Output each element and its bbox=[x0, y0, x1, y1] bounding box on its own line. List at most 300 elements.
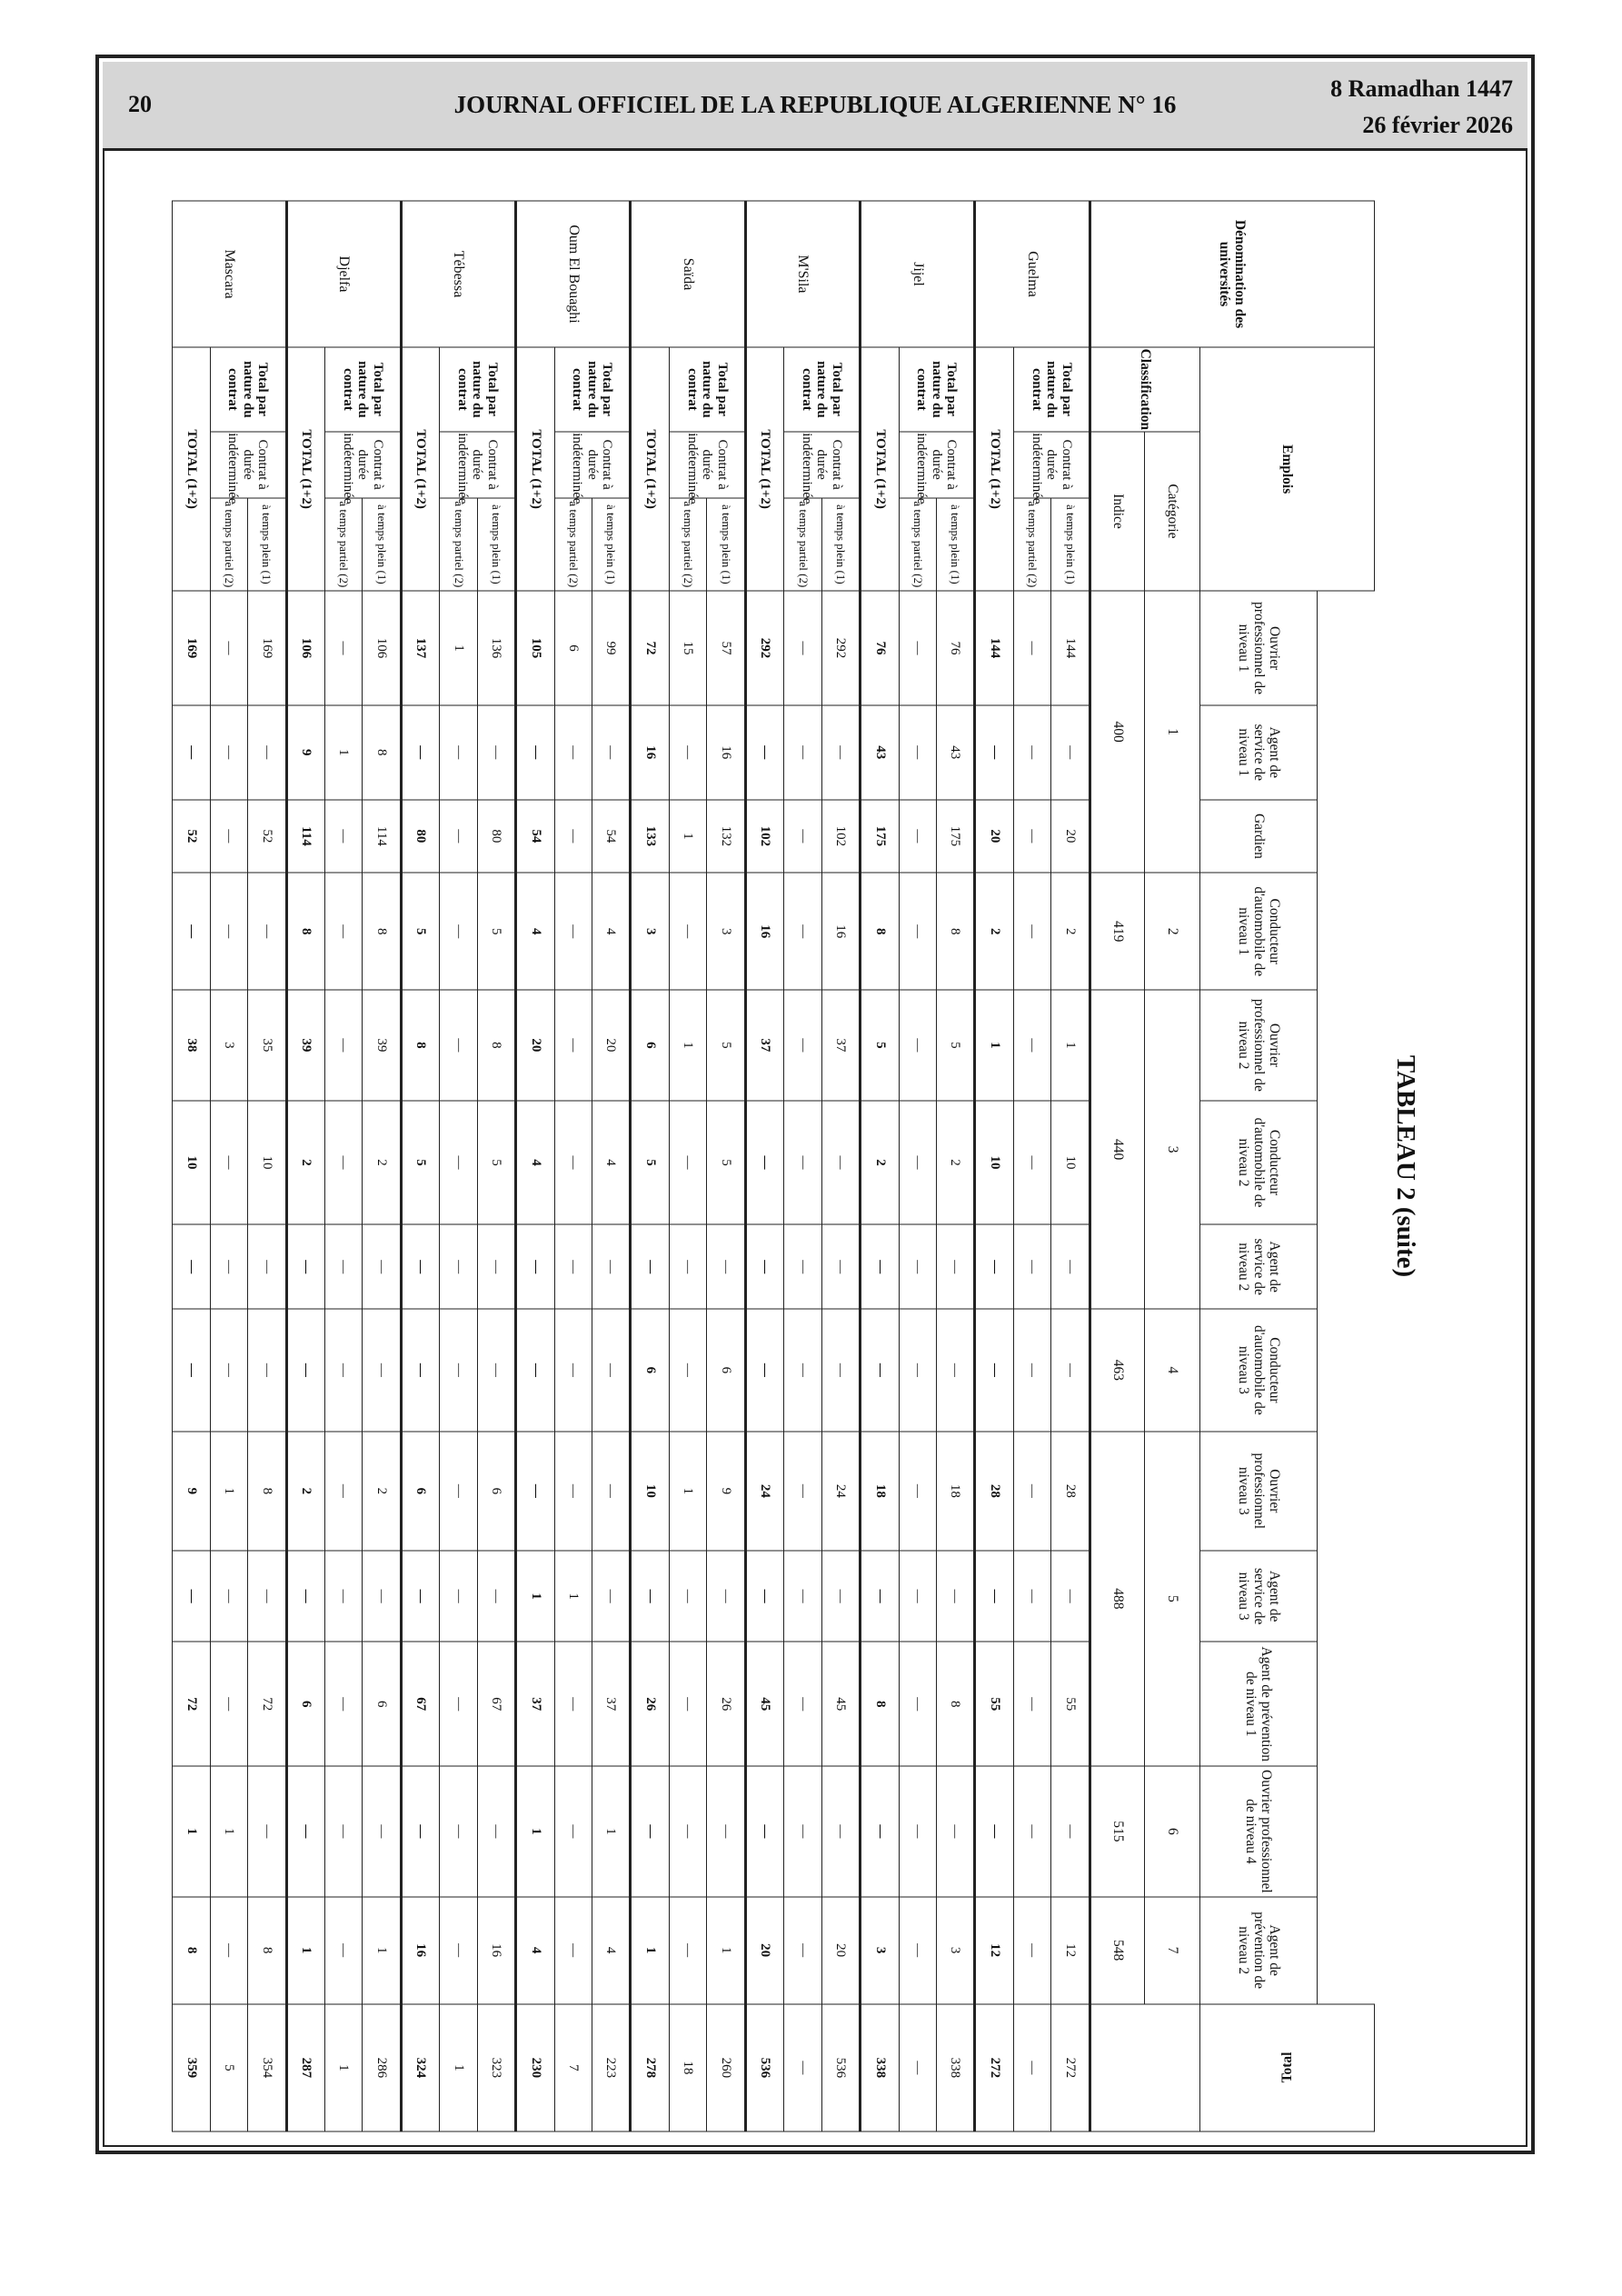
total-value-cell: 2 bbox=[286, 1101, 324, 1225]
total-value-cell: 338 bbox=[861, 2004, 899, 2131]
value-cell: 2 bbox=[363, 1101, 401, 1225]
temps-plein-label: à temps plein (1) bbox=[821, 498, 860, 592]
value-cell: — bbox=[440, 1642, 477, 1766]
value-cell: — bbox=[899, 1766, 936, 1896]
value-cell: — bbox=[784, 705, 821, 800]
value-cell: — bbox=[899, 1897, 936, 2004]
value-cell: — bbox=[669, 1897, 706, 2004]
category-cell: 3 bbox=[1145, 990, 1200, 1309]
value-cell: — bbox=[1013, 1309, 1050, 1432]
total-value-cell: — bbox=[516, 1224, 554, 1309]
value-cell: 4 bbox=[592, 873, 631, 990]
value-cell: — bbox=[440, 1897, 477, 2004]
total-value-cell: 536 bbox=[745, 2004, 783, 2131]
temps-plein-label: à temps plein (1) bbox=[592, 498, 631, 592]
total-value-cell: — bbox=[516, 1309, 554, 1432]
table-row bbox=[401, 201, 439, 2131]
table-row bbox=[631, 201, 669, 2131]
value-cell: — bbox=[324, 1642, 362, 1766]
total-value-cell: 72 bbox=[173, 1642, 211, 1766]
value-cell: 1 bbox=[440, 2004, 477, 2131]
value-cell: 260 bbox=[707, 2004, 745, 2131]
job-header: Gardien bbox=[1199, 800, 1317, 873]
value-cell: — bbox=[554, 705, 592, 800]
value-cell: — bbox=[1051, 1309, 1090, 1432]
table-row bbox=[592, 201, 631, 2131]
temps-plein-label: à temps plein (1) bbox=[477, 498, 515, 592]
total-value-cell: 80 bbox=[401, 800, 439, 873]
value-cell: 5 bbox=[936, 990, 974, 1100]
value-cell: 54 bbox=[592, 800, 631, 873]
total-value-cell: 38 bbox=[173, 990, 211, 1100]
value-cell: — bbox=[1013, 1642, 1050, 1766]
value-cell: — bbox=[210, 1101, 247, 1225]
total-value-cell: — bbox=[401, 1224, 439, 1309]
total-value-cell: — bbox=[861, 1309, 899, 1432]
total-value-cell: 1 bbox=[173, 1766, 211, 1896]
value-cell: — bbox=[784, 1897, 821, 2004]
total-1-2-label: TOTAL (1+2) bbox=[975, 347, 1013, 591]
total-value-cell: 102 bbox=[745, 800, 783, 873]
total-value-cell: — bbox=[745, 1766, 783, 1896]
table-row bbox=[477, 201, 515, 2131]
value-cell: 16 bbox=[707, 705, 745, 800]
value-cell: 5 bbox=[210, 2004, 247, 2131]
total-value-cell: 67 bbox=[401, 1642, 439, 1766]
temps-partiel-label: à temps partiel (2) bbox=[669, 498, 706, 592]
value-cell: — bbox=[440, 1309, 477, 1432]
value-cell: — bbox=[1013, 1551, 1050, 1642]
total-1-2-label: TOTAL (1+2) bbox=[745, 347, 783, 591]
total-value-cell: 24 bbox=[745, 1432, 783, 1551]
value-cell: — bbox=[210, 591, 247, 705]
value-cell: 9 bbox=[707, 1432, 745, 1551]
value-cell: 80 bbox=[477, 800, 515, 873]
total-value-cell: 28 bbox=[975, 1432, 1013, 1551]
temps-plein-label: à temps plein (1) bbox=[936, 498, 974, 592]
value-cell: — bbox=[1013, 1766, 1050, 1896]
table-row bbox=[363, 201, 401, 2131]
value-cell: — bbox=[210, 705, 247, 800]
value-cell: 3 bbox=[210, 990, 247, 1100]
value-cell: 1 bbox=[1051, 990, 1090, 1100]
total-value-cell: 18 bbox=[861, 1432, 899, 1551]
total-1-2-label: TOTAL (1+2) bbox=[286, 347, 324, 591]
value-cell: 1 bbox=[440, 591, 477, 705]
value-cell: 18 bbox=[669, 2004, 706, 2131]
value-cell: 8 bbox=[936, 873, 974, 990]
value-cell: — bbox=[554, 1432, 592, 1551]
total-value-cell: 144 bbox=[975, 591, 1013, 705]
value-cell: — bbox=[592, 1432, 631, 1551]
total-value-cell: — bbox=[516, 705, 554, 800]
value-cell: 24 bbox=[821, 1432, 860, 1551]
total-value-cell: 45 bbox=[745, 1642, 783, 1766]
total-value-cell: — bbox=[745, 1551, 783, 1642]
job-header: Agent de service de niveau 1 bbox=[1199, 705, 1317, 800]
category-cell: 6 bbox=[1145, 1766, 1200, 1896]
temps-partiel-label: à temps partiel (2) bbox=[210, 498, 247, 592]
university-header: Dénomination des universités bbox=[1090, 201, 1374, 347]
category-cell: 4 bbox=[1145, 1309, 1200, 1432]
total-1-2-label: TOTAL (1+2) bbox=[516, 347, 554, 591]
value-cell: 6 bbox=[477, 1432, 515, 1551]
total-value-cell: — bbox=[975, 1309, 1013, 1432]
value-cell: — bbox=[477, 1309, 515, 1432]
value-cell: — bbox=[1051, 1224, 1090, 1309]
total-value-cell: 105 bbox=[516, 591, 554, 705]
value-cell: 6 bbox=[363, 1642, 401, 1766]
value-cell: — bbox=[821, 1766, 860, 1896]
total-par-nature-label: Total par nature du contrat bbox=[554, 347, 631, 432]
value-cell: 28 bbox=[1051, 1432, 1090, 1551]
value-cell: — bbox=[1013, 800, 1050, 873]
contrat-label: Contrat à durée indéterminée bbox=[210, 432, 286, 498]
value-cell: 5 bbox=[477, 1101, 515, 1225]
value-cell: 8 bbox=[477, 990, 515, 1100]
value-cell: 15 bbox=[669, 591, 706, 705]
total-value-cell: 9 bbox=[286, 705, 324, 800]
total-value-cell: 6 bbox=[631, 990, 669, 1100]
value-cell: — bbox=[1013, 1432, 1050, 1551]
total-value-cell: — bbox=[631, 1224, 669, 1309]
value-cell: 132 bbox=[707, 800, 745, 873]
value-cell: — bbox=[210, 800, 247, 873]
total-value-cell: 4 bbox=[516, 1897, 554, 2004]
value-cell: 39 bbox=[363, 990, 401, 1100]
total-par-nature-label: Total par nature du contrat bbox=[210, 347, 286, 432]
category-cell: 2 bbox=[1145, 873, 1200, 990]
total-value-cell: 10 bbox=[173, 1101, 211, 1225]
total-value-cell: 2 bbox=[975, 873, 1013, 990]
university-name: Djelfa bbox=[286, 201, 401, 347]
value-cell: — bbox=[899, 1642, 936, 1766]
value-cell: 99 bbox=[592, 591, 631, 705]
total-value-cell: — bbox=[631, 1766, 669, 1896]
value-cell: 114 bbox=[363, 800, 401, 873]
value-cell: — bbox=[899, 2004, 936, 2131]
category-cell: 1 bbox=[1145, 591, 1200, 873]
value-cell: — bbox=[554, 873, 592, 990]
value-cell: 169 bbox=[248, 591, 286, 705]
value-cell: — bbox=[899, 1101, 936, 1225]
value-cell: 52 bbox=[248, 800, 286, 873]
date-gregorian: 26 février 2026 bbox=[1362, 112, 1513, 138]
total-value-cell: 4 bbox=[516, 1101, 554, 1225]
value-cell: — bbox=[821, 1551, 860, 1642]
value-cell: — bbox=[554, 1224, 592, 1309]
value-cell: 4 bbox=[592, 1101, 631, 1225]
total-value-cell: 1 bbox=[516, 1551, 554, 1642]
total-value-cell: — bbox=[975, 1766, 1013, 1896]
value-cell: 2 bbox=[936, 1101, 974, 1225]
contrat-label: Contrat à durée indéterminée bbox=[669, 432, 745, 498]
category-cell: 5 bbox=[1145, 1432, 1200, 1766]
value-cell: — bbox=[784, 990, 821, 1100]
temps-plein-label: à temps plein (1) bbox=[248, 498, 286, 592]
total-value-cell: — bbox=[401, 1551, 439, 1642]
value-cell: — bbox=[210, 1897, 247, 2004]
total-value-cell: 12 bbox=[975, 1897, 1013, 2004]
total-value-cell: — bbox=[286, 1551, 324, 1642]
value-cell: 45 bbox=[821, 1642, 860, 1766]
value-cell: — bbox=[669, 1309, 706, 1432]
total-1-2-label: TOTAL (1+2) bbox=[631, 347, 669, 591]
value-cell: — bbox=[554, 1897, 592, 2004]
value-cell: — bbox=[210, 1551, 247, 1642]
value-cell: 1 bbox=[669, 990, 706, 1100]
total-value-cell: — bbox=[975, 1551, 1013, 1642]
value-cell: 8 bbox=[363, 873, 401, 990]
total-value-cell: — bbox=[173, 873, 211, 990]
total-value-cell: 16 bbox=[745, 873, 783, 990]
value-cell: — bbox=[324, 1551, 362, 1642]
indice-cell: 515 bbox=[1090, 1766, 1145, 1896]
total-value-cell: 55 bbox=[975, 1642, 1013, 1766]
contrat-label: Contrat à durée indéterminée bbox=[899, 432, 975, 498]
temps-plein-label: à temps plein (1) bbox=[707, 498, 745, 592]
staff-table bbox=[172, 201, 1375, 2132]
value-cell: — bbox=[1013, 1101, 1050, 1225]
total-value-cell: 292 bbox=[745, 591, 783, 705]
table-row bbox=[286, 201, 324, 2131]
value-cell: — bbox=[440, 800, 477, 873]
value-cell: — bbox=[324, 1224, 362, 1309]
total-value-cell: 5 bbox=[861, 990, 899, 1100]
value-cell: — bbox=[477, 1224, 515, 1309]
value-cell: — bbox=[669, 1642, 706, 1766]
total-value-cell: 1 bbox=[631, 1897, 669, 2004]
contrat-label: Contrat à durée indéterminée bbox=[440, 432, 516, 498]
value-cell: 1 bbox=[324, 2004, 362, 2131]
value-cell: — bbox=[1013, 705, 1050, 800]
total-value-cell: — bbox=[173, 1551, 211, 1642]
total-value-cell: — bbox=[861, 1766, 899, 1896]
total-value-cell: 1 bbox=[286, 1897, 324, 2004]
value-cell: 8 bbox=[248, 1897, 286, 2004]
value-cell: — bbox=[821, 1224, 860, 1309]
value-cell: — bbox=[669, 705, 706, 800]
value-cell: — bbox=[784, 1432, 821, 1551]
value-cell: — bbox=[936, 1309, 974, 1432]
total-value-cell: 26 bbox=[631, 1642, 669, 1766]
value-cell: 10 bbox=[248, 1101, 286, 1225]
value-cell: — bbox=[784, 2004, 821, 2131]
temps-partiel-label: à temps partiel (2) bbox=[899, 498, 936, 592]
university-name: Guelma bbox=[975, 201, 1090, 347]
value-cell: 55 bbox=[1051, 1642, 1090, 1766]
value-cell: — bbox=[899, 990, 936, 1100]
total-value-cell: 52 bbox=[173, 800, 211, 873]
indice-cell: 488 bbox=[1090, 1432, 1145, 1766]
temps-partiel-label: à temps partiel (2) bbox=[324, 498, 362, 592]
total-value-cell: — bbox=[745, 705, 783, 800]
value-cell: 8 bbox=[936, 1642, 974, 1766]
total-value-cell: 16 bbox=[401, 1897, 439, 2004]
value-cell: — bbox=[554, 1101, 592, 1225]
value-cell: 3 bbox=[936, 1897, 974, 2004]
page-number: 20 bbox=[128, 91, 152, 117]
contrat-label: Contrat à durée indéterminée bbox=[1013, 432, 1090, 498]
total-value-cell: 76 bbox=[861, 591, 899, 705]
contrat-label: Contrat à durée indéterminée bbox=[554, 432, 631, 498]
total-value-cell: 8 bbox=[401, 990, 439, 1100]
value-cell: 12 bbox=[1051, 1897, 1090, 2004]
value-cell: — bbox=[899, 1551, 936, 1642]
value-cell: — bbox=[554, 1642, 592, 1766]
total-value-cell: 278 bbox=[631, 2004, 669, 2131]
value-cell: — bbox=[324, 1101, 362, 1225]
total-value-cell: 272 bbox=[975, 2004, 1013, 2131]
table-title: TABLEAU 2 (suite) bbox=[1391, 1054, 1420, 1278]
value-cell: — bbox=[899, 1309, 936, 1432]
total-value-cell: — bbox=[286, 1766, 324, 1896]
value-cell: — bbox=[440, 1551, 477, 1642]
indice-cell: 440 bbox=[1090, 990, 1145, 1309]
indice-cell: 548 bbox=[1090, 1897, 1145, 2004]
value-cell: — bbox=[1013, 990, 1050, 1100]
journal-header bbox=[103, 62, 1527, 151]
total-value-cell: 5 bbox=[401, 1101, 439, 1225]
value-cell: — bbox=[554, 1766, 592, 1896]
value-cell: — bbox=[440, 1432, 477, 1551]
value-cell: — bbox=[899, 800, 936, 873]
value-cell: 35 bbox=[248, 990, 286, 1100]
value-cell: 37 bbox=[592, 1642, 631, 1766]
total-value-cell: — bbox=[861, 1224, 899, 1309]
value-cell: 286 bbox=[363, 2004, 401, 2131]
total-value-cell: 54 bbox=[516, 800, 554, 873]
value-cell: 43 bbox=[936, 705, 974, 800]
value-cell: 272 bbox=[1051, 2004, 1090, 2131]
value-cell: — bbox=[784, 1224, 821, 1309]
total-value-cell: 324 bbox=[401, 2004, 439, 2131]
value-cell: — bbox=[899, 591, 936, 705]
value-cell: 292 bbox=[821, 591, 860, 705]
total-value-cell: — bbox=[286, 1224, 324, 1309]
total-value-cell: 43 bbox=[861, 705, 899, 800]
table-row bbox=[248, 201, 286, 2131]
total-par-nature-label: Total par nature du contrat bbox=[440, 347, 516, 432]
category-cell: 7 bbox=[1145, 1897, 1200, 2004]
university-name: Saïda bbox=[631, 201, 745, 347]
value-cell: 6 bbox=[554, 591, 592, 705]
total-value-cell: — bbox=[173, 1309, 211, 1432]
total-value-cell: 6 bbox=[631, 1309, 669, 1432]
total-value-cell: 359 bbox=[173, 2004, 211, 2131]
table-row bbox=[936, 201, 974, 2131]
value-cell: — bbox=[440, 705, 477, 800]
value-cell: — bbox=[324, 873, 362, 990]
value-cell: — bbox=[248, 1309, 286, 1432]
value-cell: — bbox=[477, 1766, 515, 1896]
value-cell: — bbox=[324, 1897, 362, 2004]
total-value-cell: 3 bbox=[631, 873, 669, 990]
value-cell: 4 bbox=[592, 1897, 631, 2004]
total-value-cell: 169 bbox=[173, 591, 211, 705]
value-cell: — bbox=[899, 1224, 936, 1309]
total-value-cell: 39 bbox=[286, 990, 324, 1100]
total-value-cell: 133 bbox=[631, 800, 669, 873]
value-cell: — bbox=[936, 1224, 974, 1309]
total-value-cell: 5 bbox=[631, 1101, 669, 1225]
value-cell: 1 bbox=[707, 1897, 745, 2004]
total-value-cell: 230 bbox=[516, 2004, 554, 2131]
value-cell: — bbox=[440, 1224, 477, 1309]
university-name: Tébessa bbox=[401, 201, 515, 347]
value-cell: 354 bbox=[248, 2004, 286, 2131]
classification-header: Classification bbox=[1090, 347, 1199, 432]
total-value-cell: 106 bbox=[286, 591, 324, 705]
value-cell: 20 bbox=[592, 990, 631, 1100]
total-value-cell: 8 bbox=[286, 873, 324, 990]
university-name: Mascara bbox=[173, 201, 287, 347]
value-cell: — bbox=[592, 1309, 631, 1432]
total-par-nature-label: Total par nature du contrat bbox=[1013, 347, 1090, 432]
value-cell: 2 bbox=[1051, 873, 1090, 990]
total-value-cell: 287 bbox=[286, 2004, 324, 2131]
total-header-blank bbox=[1090, 2004, 1199, 2131]
total-value-cell: 37 bbox=[745, 990, 783, 1100]
job-header: Agent de service de niveau 3 bbox=[1199, 1551, 1317, 1642]
value-cell: 57 bbox=[707, 591, 745, 705]
job-header: Conducteur d'automobile de niveau 3 bbox=[1199, 1309, 1317, 1432]
value-cell: 136 bbox=[477, 591, 515, 705]
value-cell: 8 bbox=[363, 705, 401, 800]
value-cell: 20 bbox=[821, 1897, 860, 2004]
total-value-cell: — bbox=[975, 1224, 1013, 1309]
value-cell: — bbox=[324, 591, 362, 705]
temps-partiel-label: à temps partiel (2) bbox=[440, 498, 477, 592]
contrat-label: Contrat à durée indéterminée bbox=[324, 432, 401, 498]
value-cell: 10 bbox=[1051, 1101, 1090, 1225]
value-cell: — bbox=[1051, 1766, 1090, 1896]
value-cell: — bbox=[440, 990, 477, 1100]
total-value-cell: — bbox=[516, 1432, 554, 1551]
value-cell: 2 bbox=[363, 1432, 401, 1551]
date-hijri: 8 Ramadhan 1447 bbox=[1330, 75, 1513, 102]
total-value-cell: 8 bbox=[173, 1897, 211, 2004]
total-value-cell: — bbox=[173, 1224, 211, 1309]
value-cell: — bbox=[554, 1309, 592, 1432]
value-cell: 338 bbox=[936, 2004, 974, 2131]
value-cell: 144 bbox=[1051, 591, 1090, 705]
value-cell: — bbox=[440, 1101, 477, 1225]
job-header: Ouvrier professionnel niveau 3 bbox=[1199, 1432, 1317, 1551]
value-cell: 20 bbox=[1051, 800, 1090, 873]
value-cell: — bbox=[899, 1432, 936, 1551]
indice-cell: 400 bbox=[1090, 591, 1145, 873]
job-header: Ouvrier professionnel de niveau 4 bbox=[1199, 1766, 1317, 1896]
indice-cell: 463 bbox=[1090, 1309, 1145, 1432]
value-cell: — bbox=[363, 1551, 401, 1642]
value-cell: — bbox=[936, 1766, 974, 1896]
value-cell: 1 bbox=[554, 1551, 592, 1642]
value-cell: — bbox=[324, 800, 362, 873]
total-value-cell: 1 bbox=[975, 990, 1013, 1100]
value-cell: — bbox=[1051, 705, 1090, 800]
issue-date bbox=[1330, 71, 1513, 144]
value-cell: 67 bbox=[477, 1642, 515, 1766]
job-header: Ouvrier professionnel de niveau 1 bbox=[1199, 591, 1317, 705]
value-cell: 5 bbox=[707, 990, 745, 1100]
total-value-cell: 2 bbox=[286, 1432, 324, 1551]
value-cell: — bbox=[707, 1224, 745, 1309]
table-row bbox=[516, 201, 554, 2131]
value-cell: 16 bbox=[821, 873, 860, 990]
value-cell: — bbox=[248, 1766, 286, 1896]
total-value-cell: 175 bbox=[861, 800, 899, 873]
